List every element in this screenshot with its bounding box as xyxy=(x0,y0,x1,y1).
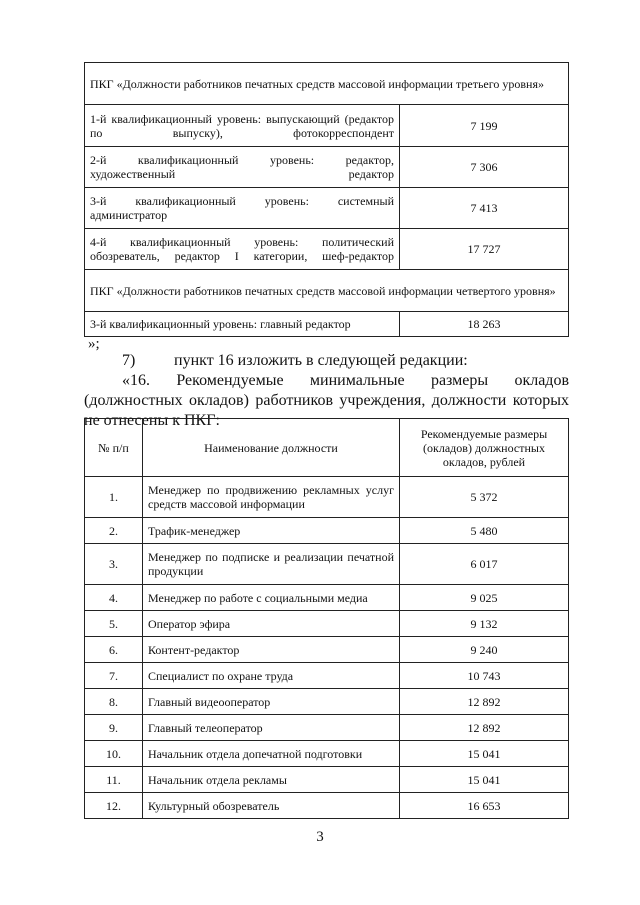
row-number: 8. xyxy=(85,689,143,715)
amendment-item xyxy=(122,352,468,370)
table-row xyxy=(85,147,569,188)
row-number: 9. xyxy=(85,715,143,741)
pkg-level-name: 1-й квалификационный уровень: выпускающий (редактор по выпуску), фотокорреспондент xyxy=(85,105,400,147)
position-name: Начальник отдела рекламы xyxy=(143,767,400,793)
row-number: 6. xyxy=(85,637,143,663)
position-name: Начальник отдела допечатной подготовки xyxy=(143,741,400,767)
table-row xyxy=(85,518,569,544)
row-number: 10. xyxy=(85,741,143,767)
row-number: 1. xyxy=(85,477,143,518)
salary-value: 15 041 xyxy=(400,741,569,767)
table-header-row xyxy=(85,419,569,477)
row-number: 11. xyxy=(85,767,143,793)
page-number: 3 xyxy=(316,829,324,845)
pkg-level-name: 3-й квалификационный уровень: главный редактор xyxy=(85,312,400,337)
position-name: Специалист по охране труда xyxy=(143,663,400,689)
position-name: Трафик-менеджер xyxy=(143,518,400,544)
table-row xyxy=(85,741,569,767)
table-row xyxy=(85,663,569,689)
table-row xyxy=(85,229,569,270)
table-row xyxy=(85,637,569,663)
pkg-level-salary: 7 306 xyxy=(400,147,569,188)
position-name: Менеджер по подписке и реализации печатной продукции xyxy=(143,544,400,585)
pkg-level-salary: 18 263 xyxy=(400,312,569,337)
salary-value: 6 017 xyxy=(400,544,569,585)
pkg-level-name: 4-й квалификационный уровень: политический обозреватель, редактор I категории, шеф-редактор xyxy=(85,229,400,270)
table-row xyxy=(85,715,569,741)
salary-value: 9 132 xyxy=(400,611,569,637)
table-row xyxy=(85,689,569,715)
salary-value: 5 372 xyxy=(400,477,569,518)
salary-value: 9 025 xyxy=(400,585,569,611)
salary-value: 16 653 xyxy=(400,793,569,819)
salary-value: 9 240 xyxy=(400,637,569,663)
position-name: Главный телеоператор xyxy=(143,715,400,741)
table-row xyxy=(85,477,569,518)
row-number: 12. xyxy=(85,793,143,819)
item-text: пункт 16 изложить в следующей редакции: xyxy=(174,352,468,369)
salary-value: 15 041 xyxy=(400,767,569,793)
row-number: 5. xyxy=(85,611,143,637)
salary-table xyxy=(84,418,569,819)
row-number: 7. xyxy=(85,663,143,689)
salary-value: 12 892 xyxy=(400,689,569,715)
row-number: 2. xyxy=(85,518,143,544)
table-row xyxy=(85,105,569,147)
column-header-number: № п/п xyxy=(85,419,143,477)
salary-value: 12 892 xyxy=(400,715,569,741)
position-name: Культурный обозреватель xyxy=(143,793,400,819)
pkg-level-salary: 17 727 xyxy=(400,229,569,270)
position-name: Менеджер по продвижению рекламных услуг средств массовой информации xyxy=(143,477,400,518)
table-row xyxy=(85,767,569,793)
position-name: Главный видеооператор xyxy=(143,689,400,715)
pkg-level-salary: 7 413 xyxy=(400,188,569,229)
position-name: Контент-редактор xyxy=(143,637,400,663)
pkg-group-header: ПКГ «Должности работников печатных средств массовой информации третьего уровня» xyxy=(85,63,569,105)
salary-value: 5 480 xyxy=(400,518,569,544)
table-row xyxy=(85,611,569,637)
pkg-level-salary: 7 199 xyxy=(400,105,569,147)
position-name: Менеджер по работе с социальными медиа xyxy=(143,585,400,611)
item-number: 7) xyxy=(122,352,136,369)
table-row xyxy=(85,544,569,585)
pkg-table xyxy=(84,62,569,337)
column-header-salary: Рекомендуемые размеры (окладов) должностных окладов, рублей xyxy=(400,419,569,477)
column-header-position: Наименование должности xyxy=(143,419,400,477)
row-number: 4. xyxy=(85,585,143,611)
salary-value: 10 743 xyxy=(400,663,569,689)
table-row xyxy=(85,312,569,337)
table-row xyxy=(85,188,569,229)
position-name: Оператор эфира xyxy=(143,611,400,637)
pkg-level-name: 3-й квалификационный уровень: системный администратор xyxy=(85,188,400,229)
quote-close: »; xyxy=(88,336,100,352)
pkg-level-name: 2-й квалификационный уровень: редактор, художественный редактор xyxy=(85,147,400,188)
table-row xyxy=(85,793,569,819)
table-row xyxy=(85,585,569,611)
pkg-group-header: ПКГ «Должности работников печатных средств массовой информации четвертого уровня» xyxy=(85,270,569,312)
row-number: 3. xyxy=(85,544,143,585)
paragraph-16: «16. Рекомендуемые минимальные размеры окладов (должностных окладов) работников учреждения, должности которых не отнесены к ПКГ: xyxy=(84,372,569,429)
